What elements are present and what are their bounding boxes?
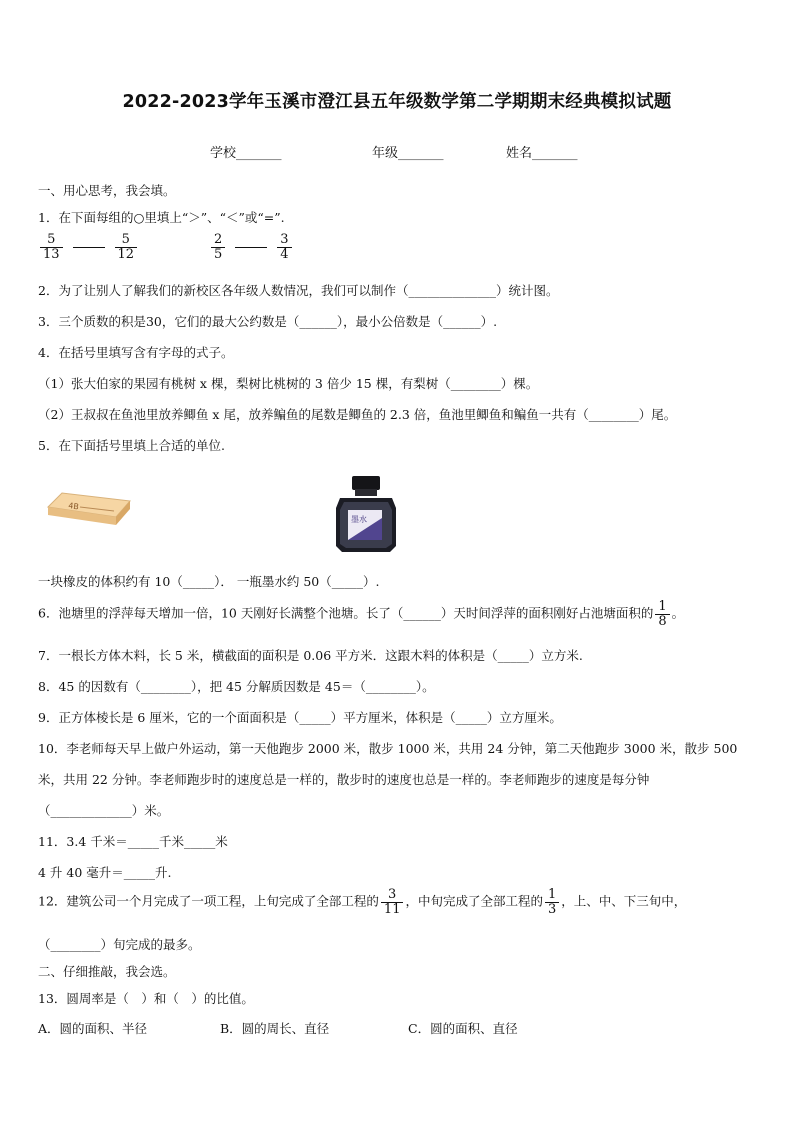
question-2: 2．为了让别人了解我们的新校区各年级人数情况，我们可以制作（______________）统计图。 [38, 283, 559, 298]
question-9: 9．正方体棱长是 6 厘米，它的一个面面积是（_____）平方厘米，体积是（_____）立方厘米。 [38, 710, 562, 725]
name-field: 姓名_______ [506, 146, 578, 161]
eraser-brand-text: 4B [67, 501, 80, 512]
question-12-line-2: （________）旬完成的最多。 [38, 937, 201, 952]
fraction-3-4: $\frac{3}{4}$ [277, 233, 291, 261]
question-12: 12．建筑公司一个月完成了一项工程，上旬完成了全部工程的 $\frac{3}{11}$ ，中旬完成了全部工程的 $\frac{1}{3}$ ，上、中、下三旬中， [38, 887, 687, 917]
question-8: 8．45 的因数有（________），把 45 分解质因数是 45＝（________）。 [38, 679, 435, 694]
question-10-line-3: （_____________）米。 [38, 803, 170, 818]
comparison-blank [73, 247, 105, 248]
fraction-2-5: $\frac{2}{5}$ [211, 233, 225, 261]
school-field: 学校_______ [210, 146, 282, 161]
question-11-line-2: 4 升 40 毫升＝_____升. [38, 865, 172, 880]
question-6: 6．池塘里的浮萍每天增加一倍，10 天刚好长满整个池塘。长了（______）天时间浮萍的面积刚好占池塘面积的 $\frac{1}{8}$ 。 [38, 599, 685, 629]
question-1-comparisons [38, 233, 294, 261]
comparison-blank [235, 247, 267, 248]
section-heading-fill: 一、用心思考，我会填。 [38, 183, 176, 198]
question-13: 13．圆周率是（ ）和（ ）的比值。 [38, 991, 254, 1006]
option-c: C．圆的面积、直径 [408, 1021, 518, 1036]
eraser-image [44, 487, 134, 529]
fraction-5-12: $\frac{5}{12}$ [115, 233, 138, 261]
question-4-part-1: （1）张大伯家的果园有桃树 x 棵，梨树比桃树的 3 倍少 15 棵，有梨树（________）棵。 [38, 376, 539, 391]
question-7: 7．一根长方体木料，长 5 米，横截面的面积是 0.06 平方米．这跟木料的体积是（_____）立方米. [38, 648, 583, 663]
fraction-3-11: $\frac{3}{11}$ [381, 888, 404, 916]
question-10-line-1: 10．李老师每天早上做户外运动，第一天他跑步 2000 米，散步 1000 米，共用 24 分钟，第二天他跑步 3000 米，散步 500 [38, 741, 738, 756]
question-3: 3．三个质数的积是30，它们的最大公约数是（______），最小公倍数是（______）. [38, 314, 498, 329]
fraction-1-3: $\frac{1}{3}$ [545, 888, 559, 916]
page-title: 2022-2023学年玉溪市澄江县五年级数学第二学期期末经典模拟试题 [122, 92, 672, 112]
question-5: 5．在下面括号里填上合适的单位. [38, 438, 225, 453]
option-b: B．圆的周长、直径 [220, 1021, 330, 1036]
question-4: 4．在括号里填写含有字母的式子。 [38, 345, 234, 360]
ink-label-text: 墨水 [351, 515, 367, 524]
question-1: 1．在下面每组的○里填上“＞”、“＜”或“=”. [38, 210, 285, 225]
section-heading-choice: 二、仔细推敲，我会选。 [38, 964, 176, 979]
question-5-answers: 一块橡皮的体积约有 10（_____）． 一瓶墨水约 50（_____）. [38, 574, 380, 589]
grade-field: 年级_______ [372, 146, 444, 161]
fraction-1-8: $\frac{1}{8}$ [655, 600, 669, 628]
fraction-5-13: $\frac{5}{13}$ [40, 233, 63, 261]
question-11-line-1: 11．3.4 千米＝_____千米_____米 [38, 834, 228, 849]
question-10-line-2: 米，共用 22 分钟。李老师跑步时的速度总是一样的，散步时的速度也总是一样的。李老师跑步的速度是每分钟 [38, 772, 650, 787]
ink-bottle-image [330, 474, 402, 554]
question-4-part-2: （2）王叔叔在鱼池里放养鲫鱼 x 尾，放养鳊鱼的尾数是鲫鱼的 2.3 倍，鱼池里鲫鱼和鳊鱼一共有（________）尾。 [38, 407, 677, 422]
option-a: A．圆的面积、半径 [38, 1021, 148, 1036]
